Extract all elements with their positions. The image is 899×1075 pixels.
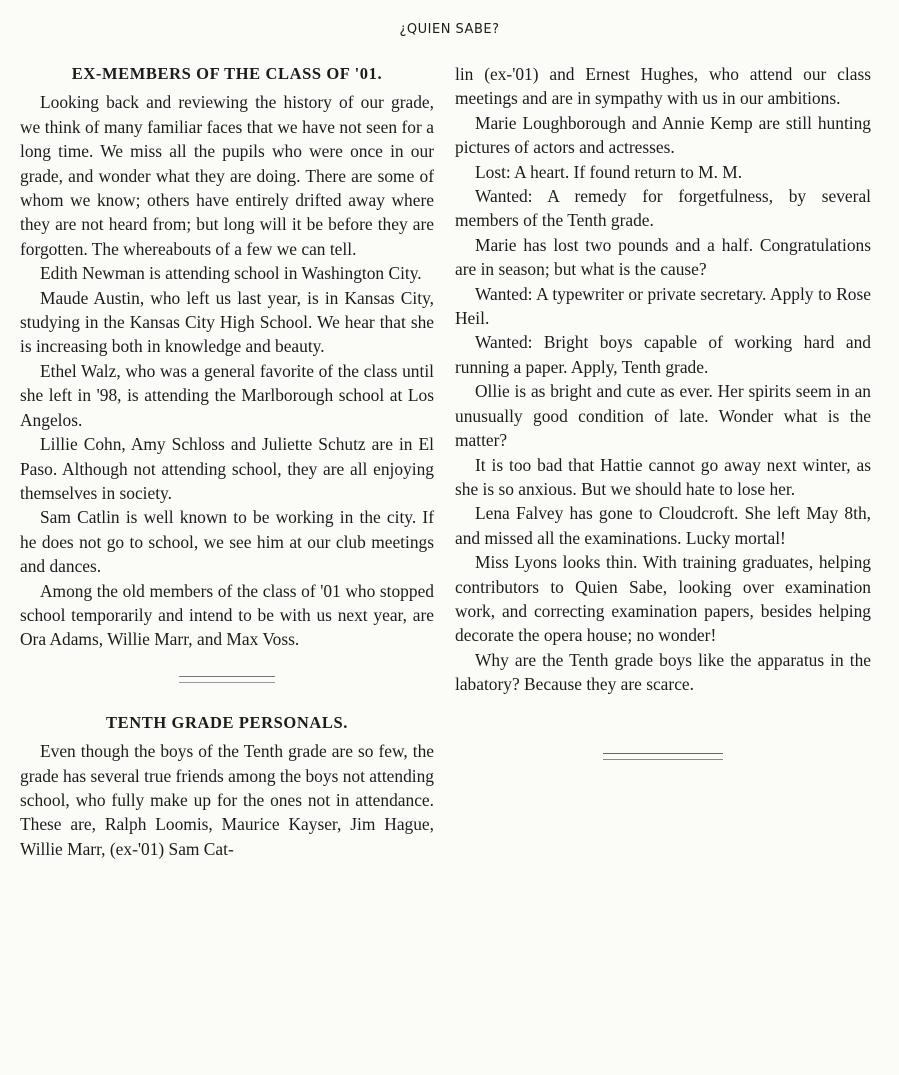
paragraph: Ethel Walz, who was a general favorite of the class until she left in '98, is attending the Marlborough school at Los Angelos. (20, 360, 434, 430)
paragraph: Lena Falvey has gone to Cloudcroft. She left May 8th, and missed all the examinations. Lucky mortal! (455, 503, 871, 548)
section-heading-ex-members: EX-MEMBERS OF THE CLASS OF '01. (71, 64, 383, 83)
paragraph: Maude Austin, who left us last year, is in Kansas City, studying in the Kansas City High School. We hear that she is increasing both in knowledge and beauty. (20, 287, 434, 357)
paragraph: Wanted: A typewriter or private secretary. Apply to Rose Heil. (455, 283, 871, 329)
paragraph: Wanted: Bright boys capable of working hard and running a paper. Apply, Tenth grade. (455, 332, 871, 377)
paragraph: Marie Loughborough and Annie Kemp are still hunting pictures of actors and actresses. (455, 112, 871, 158)
paragraph: Wanted: A remedy for forgetfulness, by several members of the Tenth grade. (455, 186, 871, 231)
end-divider (603, 753, 723, 760)
paragraph: Sam Catlin is well known to be working in the city. If he does not go to school, we see him at our club meetings and dances. (20, 507, 434, 577)
paragraph: Even though the boys of the Tenth grade are so few, the grade has several true friends among the boys not attending school, who fully make up for the ones not in attendance. These are, Ralph Loomis, Maurice Kayser, Jim Hague, Willie Marr, (ex-'01) Sam Cat- (20, 741, 434, 859)
paragraph: Why are the Tenth grade boys like the apparatus in the labatory? Because they are scarce. (455, 649, 871, 695)
paragraph: It is too bad that Hattie cannot go away next winter, as she is so anxious. But we should hate to lose her. (455, 454, 871, 499)
paragraph: Marie has lost two pounds and a half. Congratulations are in season; but what is the cause? (455, 234, 871, 280)
paragraph: Lillie Cohn, Amy Schloss and Juliette Schutz are in El Paso. Although not attending school, they are all enjoying themselves in society. (20, 434, 434, 503)
paragraph: Looking back and reviewing the history of our grade, we think of many familiar faces that we have not seen for a long time. We miss all the pupils who were once in our grade, and wonder what they are doing. There are some of whom we know; others have entirely drifted away where they are not heard from; but long will it be before they are forgotten. The whereabouts of a few we can tell. (20, 92, 434, 259)
running-title: ¿QUIEN SABE? (399, 22, 500, 37)
section-heading-tenth-grade-personals: TENTH GRADE PERSONALS. (106, 712, 348, 732)
paragraph: Lost: A heart. If found return to M. M. (475, 161, 743, 182)
paragraph: Among the old members of the class of '01 who stopped school temporarily and intend to be with us next year, are Ora Adams, Willie Marr, and Max Voss. (20, 580, 434, 650)
paragraph: Miss Lyons looks thin. With training graduates, helping contributors to Quien Sabe, looking over examination work, and correcting examination papers, besides helping decorate the opera house; no wonder! (455, 552, 871, 646)
paragraph: Edith Newman is attending school in Washington City. (40, 263, 422, 284)
paragraph: Ollie is as bright and cute as ever. Her spirits seem in an unusually good condition of late. Wonder what is the matter? (455, 381, 871, 451)
left-column (20, 62, 434, 861)
paragraph-continuation: lin (ex-'01) and Ernest Hughes, who attend our class meetings and are in sympathy with us in our ambitions. (455, 64, 871, 109)
right-column (455, 62, 871, 760)
section-divider (179, 676, 275, 683)
